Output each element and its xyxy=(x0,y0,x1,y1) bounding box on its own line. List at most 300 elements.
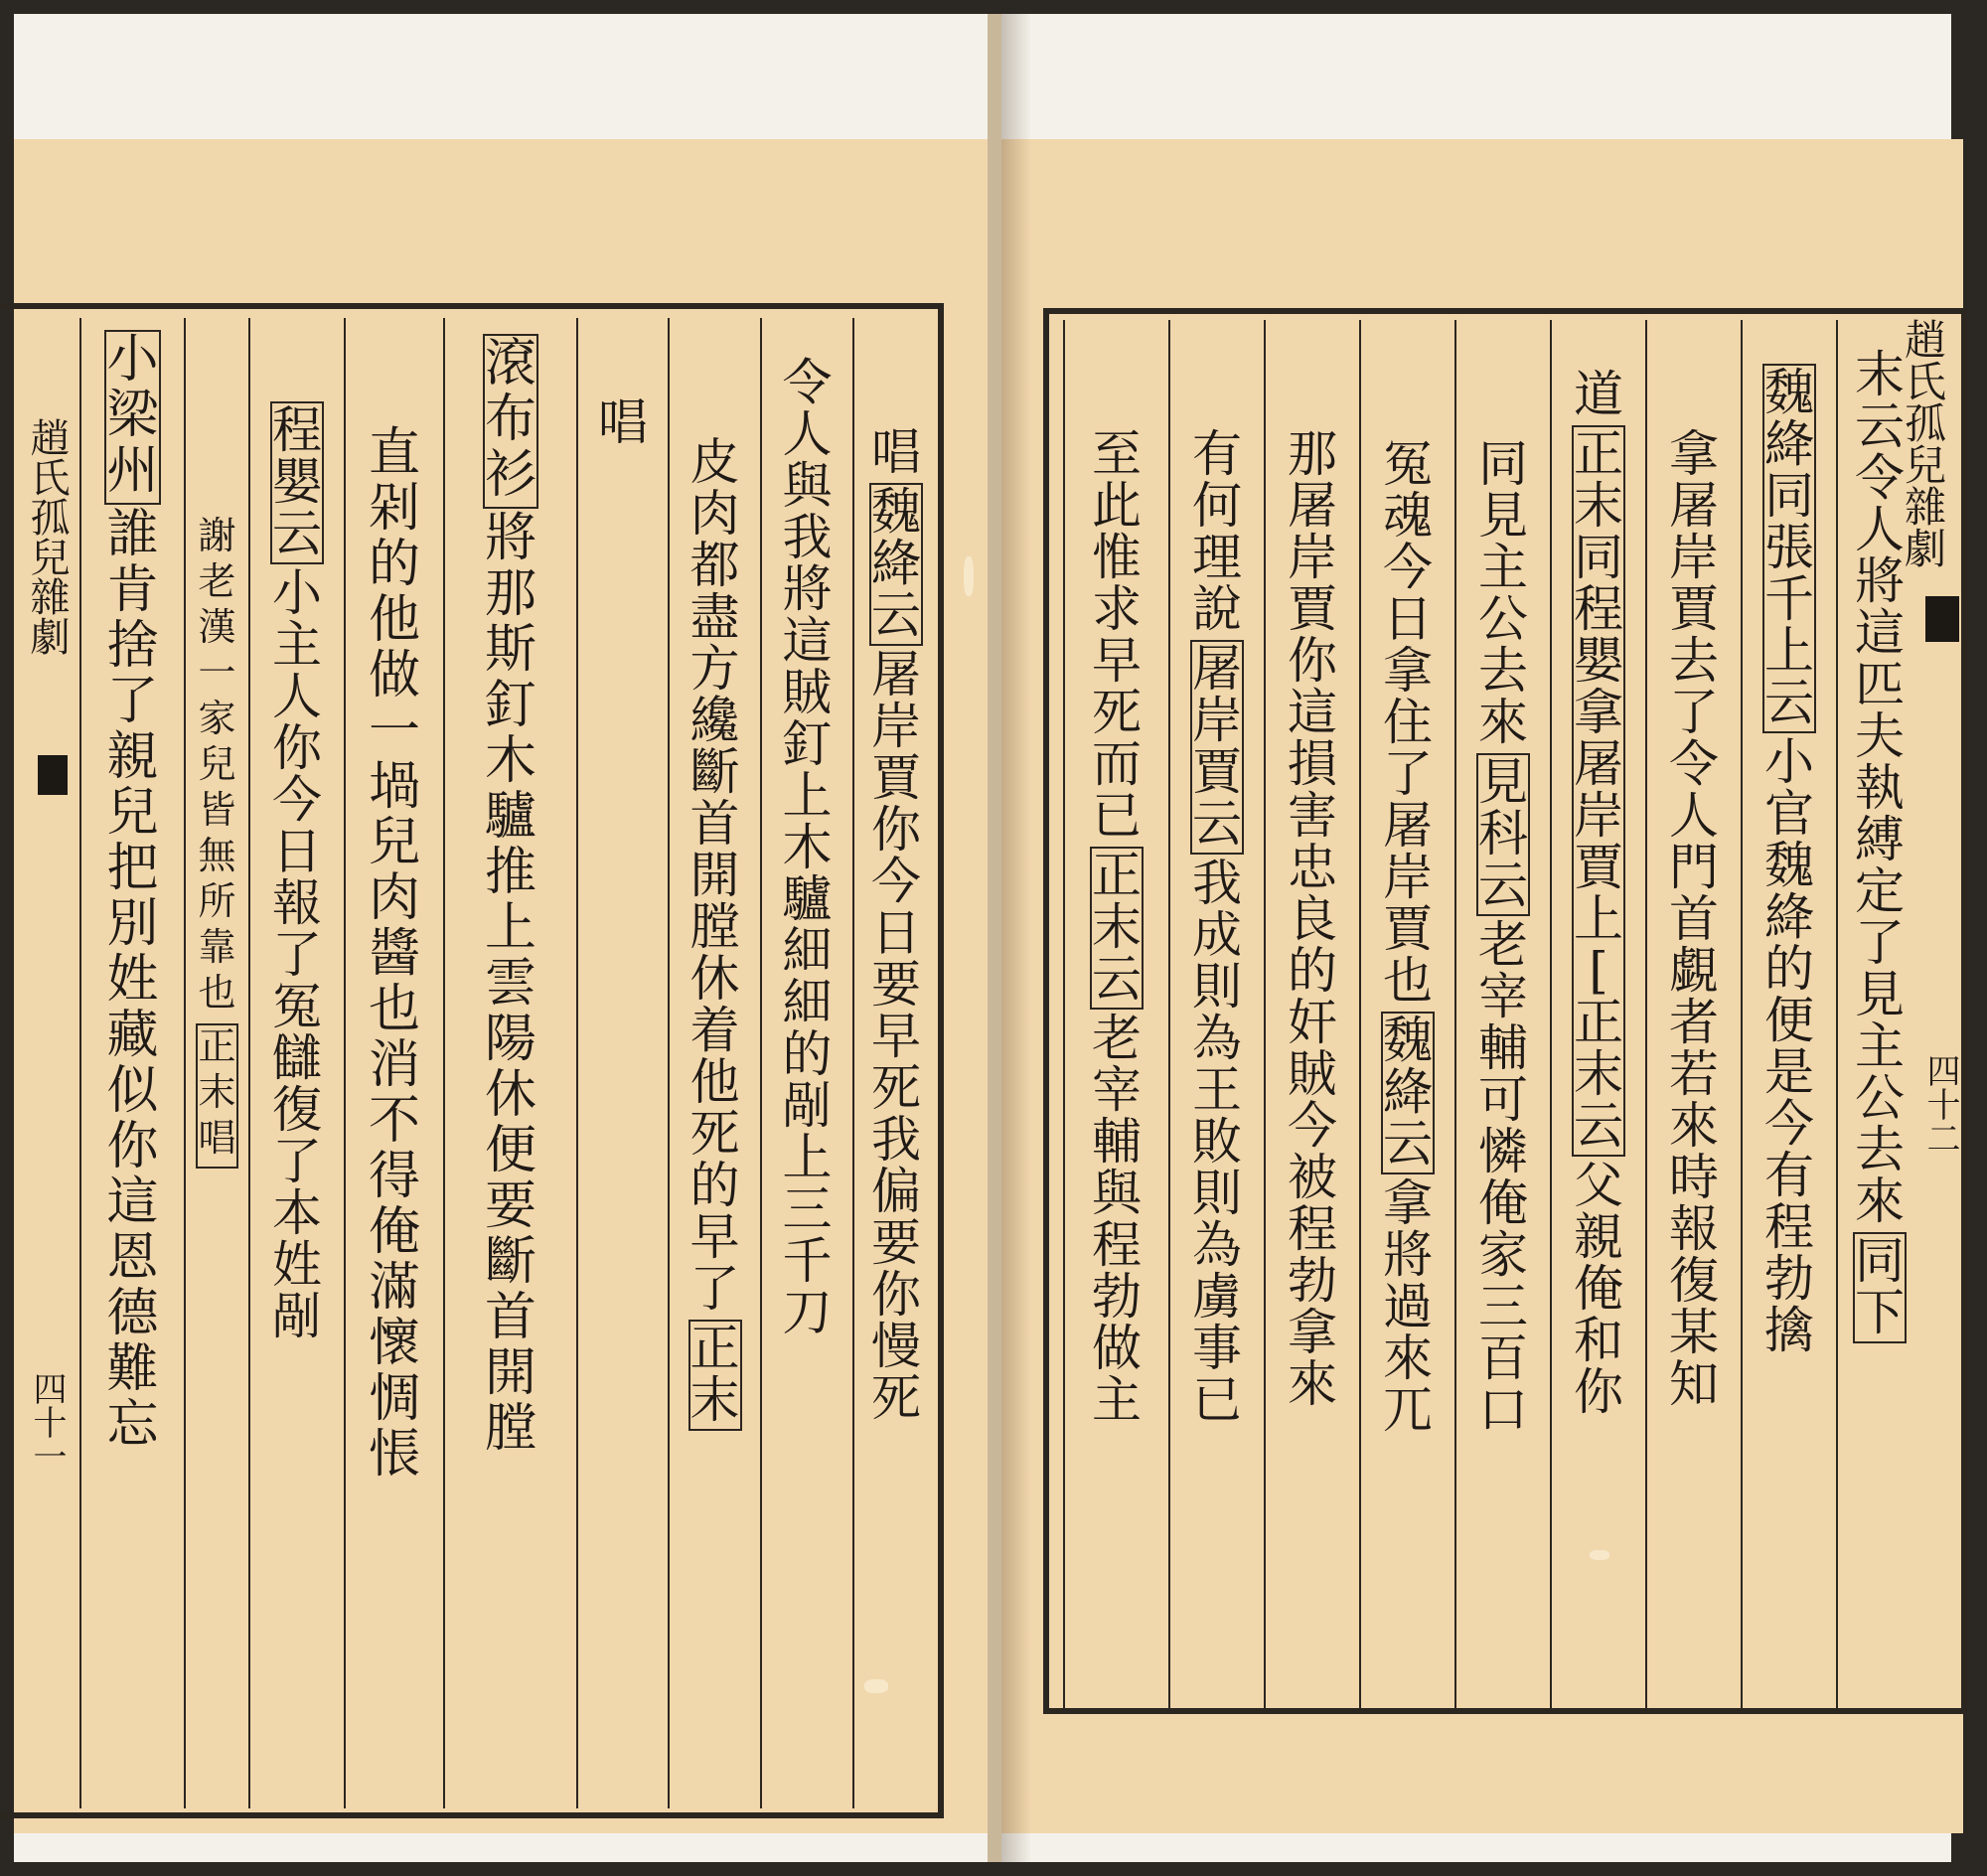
text-char: 過 xyxy=(1383,1278,1433,1335)
text-char: 見 xyxy=(1478,487,1528,545)
text-char: 拿 xyxy=(1288,1304,1337,1361)
text-char: 公 xyxy=(1478,590,1528,648)
text-char: 損 xyxy=(1288,735,1337,793)
text-char: 與 xyxy=(782,457,833,515)
role-marker-box xyxy=(869,483,923,646)
right-fish-tail-mark xyxy=(1925,596,1959,642)
text-char: 便 xyxy=(1764,992,1814,1049)
right-column-1 xyxy=(1836,320,1921,1709)
role-marker-char: 衫 xyxy=(484,445,536,505)
role-marker-char: 正 xyxy=(1574,994,1623,1051)
right-column-2 xyxy=(1741,320,1836,1709)
text-char: 云 xyxy=(1855,397,1905,455)
text-char: 他 xyxy=(368,590,420,650)
text-char: 宰 xyxy=(1092,1061,1142,1119)
role-marker-char: 小 xyxy=(106,330,159,390)
text-char: 賈 xyxy=(871,749,921,807)
text-char: 要 xyxy=(871,1214,921,1272)
role-marker-char: 上 xyxy=(1574,890,1623,948)
role-marker-box xyxy=(1762,364,1816,733)
role-marker-char: 云 xyxy=(272,505,322,562)
text-char: 首 xyxy=(1669,890,1719,948)
right-column-5 xyxy=(1454,320,1550,1709)
text-char: 上 xyxy=(484,898,536,958)
text-char: 驢 xyxy=(484,787,536,847)
text-char: 魂 xyxy=(1383,487,1433,545)
text-char: 這 xyxy=(782,612,833,670)
right-column-8 xyxy=(1168,320,1264,1709)
text-char: 何 xyxy=(1192,477,1242,535)
text-char: 來 xyxy=(1288,1355,1337,1413)
text-char: 賊 xyxy=(1288,1045,1337,1103)
text-char: 道 xyxy=(1574,366,1623,423)
text-char: 我 xyxy=(871,1111,921,1169)
text-char: 釘 xyxy=(484,676,536,735)
role-marker-char: [ xyxy=(1589,942,1608,1000)
text-char: 的 xyxy=(1288,942,1337,1000)
role-marker-char: 嬰 xyxy=(1574,632,1623,690)
text-char: 休 xyxy=(689,950,740,1008)
text-char: 木 xyxy=(484,731,536,791)
text-char: 肉 xyxy=(689,485,740,543)
text-char: 屠 xyxy=(1669,477,1719,535)
role-marker-char: 程 xyxy=(272,401,322,459)
text-char: 無 xyxy=(198,834,236,877)
text-char: 兒 xyxy=(106,783,159,843)
text-char: 慢 xyxy=(871,1318,921,1375)
text-char: 忠 xyxy=(1288,839,1337,896)
role-marker-box xyxy=(196,1023,237,1169)
text-char: 要 xyxy=(484,1176,536,1236)
text-char: 拿 xyxy=(1383,1174,1433,1232)
role-marker-char: 云 xyxy=(1764,674,1814,731)
text-char: 官 xyxy=(1764,785,1814,843)
text-char: 你 xyxy=(871,801,921,859)
text-char: 賈 xyxy=(1383,900,1433,958)
role-marker-char: 末 xyxy=(1574,1045,1623,1103)
role-marker-char: 正 xyxy=(689,1320,740,1377)
role-marker-box xyxy=(1572,425,1625,1157)
text-char: 此 xyxy=(1092,477,1142,535)
text-char: 程 xyxy=(1288,1200,1337,1258)
text-char: 夫 xyxy=(1855,707,1905,765)
text-char: 為 xyxy=(1192,1010,1242,1067)
role-marker-char: 梁 xyxy=(106,386,159,445)
text-char: 你 xyxy=(1288,632,1337,690)
text-char: 屠 xyxy=(1288,477,1337,535)
text-char: 的 xyxy=(782,1025,833,1083)
text-char: 本 xyxy=(272,1184,322,1242)
text-char: 早 xyxy=(689,1208,740,1266)
text-char: 皆 xyxy=(198,788,236,832)
role-marker-char: 賈 xyxy=(1574,839,1623,896)
role-marker-char: 魏 xyxy=(1764,364,1814,421)
text-char: 知 xyxy=(1669,1355,1719,1413)
text-char: 漢 xyxy=(198,605,236,649)
text-char: 都 xyxy=(689,537,740,594)
text-char: 岸 xyxy=(1383,849,1433,906)
role-marker-box xyxy=(270,401,324,564)
role-marker-char: 同 xyxy=(1764,467,1814,525)
text-char: 死 xyxy=(1092,684,1142,741)
text-char: 家 xyxy=(1478,1226,1528,1284)
left-column-7 xyxy=(248,318,344,1808)
text-char: 肯 xyxy=(106,560,159,620)
text-char: 若 xyxy=(1669,1045,1719,1103)
text-char: 惟 xyxy=(1092,529,1142,586)
text-char: 剁 xyxy=(368,479,420,539)
text-char: 陽 xyxy=(484,1010,536,1069)
role-marker-char: 千 xyxy=(1764,570,1814,628)
text-char: 悵 xyxy=(368,1425,420,1485)
left-column-3 xyxy=(668,318,760,1808)
text-char: 恩 xyxy=(106,1228,159,1288)
text-char: 公 xyxy=(1855,1069,1905,1127)
text-char: 至 xyxy=(1092,425,1142,483)
text-char: 消 xyxy=(368,1035,420,1095)
text-char: 勃 xyxy=(1288,1252,1337,1310)
text-char: 讎 xyxy=(272,1029,322,1087)
text-char: 勃 xyxy=(1764,1250,1814,1308)
text-char: 令 xyxy=(1855,449,1905,507)
right-folio-number: 四十二 xyxy=(1920,1053,1960,1155)
text-char: 釘 xyxy=(782,715,833,773)
text-char: 我 xyxy=(782,509,833,566)
text-char: 百 xyxy=(1478,1329,1528,1387)
text-char: 了 xyxy=(689,1260,740,1318)
text-char: 堝 xyxy=(368,757,420,817)
role-marker-char: 正 xyxy=(198,1024,236,1068)
role-marker-char: 同 xyxy=(1574,529,1623,586)
role-marker-char: 末 xyxy=(1092,898,1142,956)
role-marker-char: 絳 xyxy=(871,535,921,592)
text-char: 一 xyxy=(368,702,420,761)
text-char: 早 xyxy=(1092,632,1142,690)
worm-hole xyxy=(1590,1550,1609,1560)
text-char: 末 xyxy=(1855,346,1905,403)
text-char: 理 xyxy=(1192,529,1242,586)
text-char: 的 xyxy=(1764,940,1814,998)
text-char: 主 xyxy=(1855,1017,1905,1075)
text-char: 將 xyxy=(782,560,833,618)
text-char: 岸 xyxy=(1669,529,1719,586)
text-char: 老 xyxy=(1092,1010,1142,1067)
text-char: 王 xyxy=(1192,1061,1242,1119)
text-char: 纔 xyxy=(689,692,740,749)
role-marker-box xyxy=(1381,1012,1435,1174)
text-char: 細 xyxy=(782,922,833,980)
text-char: 成 xyxy=(1192,906,1242,964)
role-marker-char: 末 xyxy=(198,1070,236,1114)
role-marker-char: 云 xyxy=(1478,857,1528,914)
text-char: 令 xyxy=(1669,735,1719,793)
role-marker-char: 屠 xyxy=(1192,640,1242,698)
text-char: 賊 xyxy=(782,664,833,721)
text-char: 剮 xyxy=(272,1288,322,1345)
right-column-4 xyxy=(1550,320,1645,1709)
text-char: 去 xyxy=(1669,632,1719,690)
role-marker-box xyxy=(483,334,538,509)
role-marker-char: 岸 xyxy=(1192,692,1242,749)
text-char: 屠 xyxy=(871,646,921,704)
right-margin-title: 趙氏孤兒雜劇 xyxy=(1899,318,1947,568)
text-char: 人 xyxy=(782,405,833,463)
text-char: 俺 xyxy=(1574,1260,1623,1318)
text-char: 奸 xyxy=(1288,994,1337,1051)
text-char: 主 xyxy=(1092,1371,1142,1429)
text-char: 木 xyxy=(782,819,833,876)
role-marker-char: 云 xyxy=(871,586,921,644)
text-char: 住 xyxy=(1383,694,1433,751)
text-char: 岸 xyxy=(871,698,921,755)
text-char: 那 xyxy=(1288,425,1337,483)
text-char: 要 xyxy=(871,956,921,1014)
text-char: 別 xyxy=(106,894,159,954)
text-char: 將 xyxy=(1855,552,1905,610)
text-char: 不 xyxy=(368,1091,420,1151)
text-char: 了 xyxy=(272,926,322,984)
left-margin-title: 趙氏孤兒雜劇 xyxy=(24,417,70,656)
text-char: 斯 xyxy=(484,620,536,680)
text-char: 斷 xyxy=(689,743,740,801)
text-char: 日 xyxy=(272,823,322,880)
text-char: 冤 xyxy=(272,978,322,1035)
text-char: 賈 xyxy=(1669,580,1719,638)
text-char: 覷 xyxy=(1669,942,1719,1000)
text-char: 去 xyxy=(1478,642,1528,700)
text-char: 雲 xyxy=(484,954,536,1014)
left-fish-tail-mark xyxy=(38,755,68,795)
text-char: 姓 xyxy=(272,1236,322,1294)
right-column-3 xyxy=(1645,320,1741,1709)
text-char: 匹 xyxy=(1855,656,1905,713)
role-marker-char: 屠 xyxy=(1574,735,1623,793)
text-char: 惆 xyxy=(368,1369,420,1429)
text-char: 求 xyxy=(1092,580,1142,638)
role-marker-char: 州 xyxy=(106,441,159,501)
text-char: 來 xyxy=(1855,1172,1905,1230)
role-marker-char: 云 xyxy=(1192,795,1242,853)
text-char: 把 xyxy=(106,839,159,898)
role-marker-char: 絳 xyxy=(1764,415,1814,473)
text-char: 唱 xyxy=(598,393,648,451)
text-char: 去 xyxy=(1855,1121,1905,1178)
right-column-7 xyxy=(1264,320,1359,1709)
text-char: 誰 xyxy=(106,505,159,564)
text-char: 拿 xyxy=(1669,425,1719,483)
text-char: 一 xyxy=(198,651,236,695)
text-char: 了 xyxy=(272,1133,322,1190)
text-char: 人 xyxy=(1669,787,1719,845)
text-char: 做 xyxy=(368,646,420,705)
role-marker-char: 云 xyxy=(1574,1097,1623,1155)
text-char: 兒 xyxy=(368,813,420,872)
text-char: 你 xyxy=(1574,1363,1623,1421)
text-char: 小 xyxy=(272,564,322,622)
left-column-8 xyxy=(184,318,248,1808)
text-char: 便 xyxy=(484,1121,536,1180)
text-char: 你 xyxy=(106,1117,159,1176)
text-char: 今 xyxy=(272,771,322,829)
text-char: 首 xyxy=(484,1288,536,1347)
text-char: 今 xyxy=(1288,1097,1337,1155)
text-char: 驢 xyxy=(782,870,833,928)
text-char: 復 xyxy=(272,1081,322,1139)
role-marker-box xyxy=(1853,1232,1907,1343)
text-char: 死 xyxy=(689,1105,740,1163)
role-marker-char: 末 xyxy=(1574,477,1623,535)
text-char: 日 xyxy=(871,904,921,962)
text-char: 擒 xyxy=(1764,1302,1814,1359)
text-char: 時 xyxy=(1669,1149,1719,1206)
role-marker-char: 上 xyxy=(1764,622,1814,680)
text-char: 唱 xyxy=(871,423,921,481)
text-char: 這 xyxy=(1288,684,1337,741)
text-char: 膛 xyxy=(689,898,740,956)
role-marker-char: 岸 xyxy=(1574,787,1623,845)
text-char: 人 xyxy=(272,668,322,725)
text-char: 屠 xyxy=(1383,797,1433,855)
text-char: 親 xyxy=(106,727,159,787)
text-char: 死 xyxy=(871,1369,921,1427)
text-char: 事 xyxy=(1192,1320,1242,1377)
role-marker-box xyxy=(104,330,160,505)
text-char: 小 xyxy=(1764,733,1814,791)
text-char: 將 xyxy=(1383,1226,1433,1284)
text-char: 三 xyxy=(1478,1278,1528,1335)
text-char: 與 xyxy=(1092,1165,1142,1222)
text-char: 則 xyxy=(1192,958,1242,1016)
role-marker-char: 拿 xyxy=(1574,684,1623,741)
text-char: 似 xyxy=(106,1061,159,1121)
role-marker-char: 滾 xyxy=(484,334,536,393)
role-marker-char: 同 xyxy=(1855,1232,1905,1290)
text-char: 和 xyxy=(1574,1312,1623,1369)
role-marker-char: 科 xyxy=(1478,805,1528,862)
text-char: 做 xyxy=(1092,1320,1142,1377)
text-char: 將 xyxy=(484,509,536,568)
text-char: 絳 xyxy=(1764,888,1814,946)
text-char: 見 xyxy=(1855,966,1905,1023)
text-char: 也 xyxy=(198,971,236,1015)
role-marker-char: 張 xyxy=(1764,519,1814,576)
text-char: 上 xyxy=(782,1129,833,1186)
text-char: 懷 xyxy=(368,1314,420,1373)
text-char: 姓 xyxy=(106,950,159,1010)
role-marker-char: 見 xyxy=(1478,753,1528,811)
left-column-2 xyxy=(760,318,852,1808)
role-marker-box xyxy=(1190,640,1244,855)
text-char: 定 xyxy=(1855,862,1905,920)
text-char: 你 xyxy=(272,719,322,777)
worm-hole xyxy=(964,556,974,596)
text-char: 良 xyxy=(1288,890,1337,948)
text-char: 敗 xyxy=(1192,1113,1242,1171)
text-char: 兀 xyxy=(1383,1381,1433,1439)
page-shadow xyxy=(1001,14,1031,1862)
text-char: 主 xyxy=(272,616,322,674)
text-char: 那 xyxy=(484,564,536,624)
text-char: 為 xyxy=(1192,1216,1242,1274)
text-char: 我 xyxy=(1192,855,1242,912)
text-char: 俺 xyxy=(1478,1174,1528,1232)
text-char: 虜 xyxy=(1192,1268,1242,1326)
text-char: 冤 xyxy=(1383,435,1433,493)
text-char: 已 xyxy=(1092,787,1142,845)
text-char: 着 xyxy=(689,1002,740,1059)
text-char: 休 xyxy=(484,1065,536,1125)
text-char: 已 xyxy=(1192,1371,1242,1429)
right-column-9 xyxy=(1063,320,1168,1709)
text-char: 早 xyxy=(871,1008,921,1065)
text-char: 者 xyxy=(1669,994,1719,1051)
text-char: 人 xyxy=(1855,501,1905,558)
text-char: 口 xyxy=(1478,1381,1528,1439)
text-char: 得 xyxy=(368,1147,420,1206)
text-char: 俺 xyxy=(368,1202,420,1262)
book-gutter xyxy=(988,14,1001,1862)
text-char: 拿 xyxy=(1383,642,1433,700)
text-char: 盡 xyxy=(689,588,740,646)
text-char: 父 xyxy=(1574,1157,1623,1214)
text-char: 憐 xyxy=(1478,1123,1528,1180)
text-char: 則 xyxy=(1192,1165,1242,1222)
text-char: 魏 xyxy=(1764,837,1814,894)
text-char: 方 xyxy=(689,640,740,698)
text-char: 說 xyxy=(1192,580,1242,638)
role-marker-char: 下 xyxy=(1855,1284,1905,1341)
text-char: 程 xyxy=(1764,1198,1814,1256)
text-char: 報 xyxy=(272,874,322,932)
left-column-4 xyxy=(576,318,668,1808)
text-char: 也 xyxy=(1383,952,1433,1010)
text-char: 千 xyxy=(782,1232,833,1290)
role-marker-char: 唱 xyxy=(198,1116,236,1160)
text-char: 捨 xyxy=(106,616,159,676)
role-marker-char: 云 xyxy=(1092,950,1142,1008)
text-char: 偏 xyxy=(871,1163,921,1220)
text-char: 靠 xyxy=(198,925,236,969)
text-char: 勃 xyxy=(1092,1268,1142,1326)
text-char: 被 xyxy=(1288,1149,1337,1206)
text-char: 是 xyxy=(1764,1043,1814,1101)
text-char: 斷 xyxy=(484,1232,536,1292)
text-char: 兒 xyxy=(198,742,236,786)
left-folio-number: 四十一 xyxy=(27,1371,67,1473)
text-char: 主 xyxy=(1478,539,1528,596)
text-char: 有 xyxy=(1764,1147,1814,1204)
text-char: 藏 xyxy=(106,1006,159,1065)
text-char: 醬 xyxy=(368,924,420,984)
role-marker-char: 魏 xyxy=(1383,1012,1433,1069)
text-char: 上 xyxy=(782,767,833,825)
text-char: 老 xyxy=(198,559,236,603)
text-char: 來 xyxy=(1478,694,1528,751)
text-char: 報 xyxy=(1669,1200,1719,1258)
text-char: 他 xyxy=(689,1053,740,1111)
text-char: 肉 xyxy=(368,868,420,928)
role-marker-char: 正 xyxy=(1092,847,1142,904)
text-char: 細 xyxy=(782,974,833,1031)
text-char: 害 xyxy=(1288,787,1337,845)
text-char: 的 xyxy=(689,1157,740,1214)
text-char: 親 xyxy=(1574,1208,1623,1266)
text-char: 也 xyxy=(368,980,420,1039)
text-char: 今 xyxy=(1764,1095,1814,1153)
text-char: 岸 xyxy=(1288,529,1337,586)
role-marker-box xyxy=(1476,753,1530,916)
text-char: 的 xyxy=(368,535,420,594)
